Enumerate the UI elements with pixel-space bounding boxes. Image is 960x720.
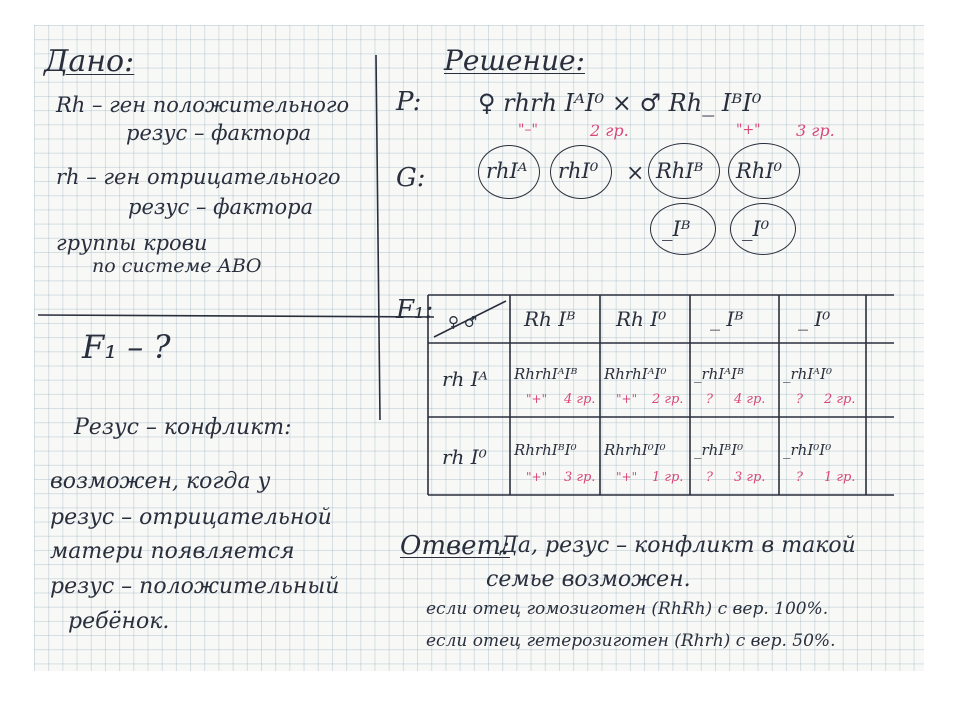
conflict-line-5: резус – положительный bbox=[50, 574, 340, 599]
gamete-father-1: RhIᴮ bbox=[656, 159, 704, 183]
gamete-father-2: RhI⁰ bbox=[736, 159, 783, 183]
punnett-cell-1-1-group: 4 гр. bbox=[564, 392, 596, 407]
punnett-cell-2-4-rh: ? bbox=[796, 470, 803, 485]
given-line-6: по системе АВО bbox=[92, 255, 262, 277]
punnett-cell-2-3-genotype: _rhIᴮI⁰ bbox=[694, 441, 744, 459]
punnett-cell-1-2-rh: "+" bbox=[616, 392, 638, 406]
punnett-cell-2-3-rh: ? bbox=[706, 470, 713, 485]
p-father-rh-note: "+" bbox=[736, 122, 761, 138]
punnett-cell-2-1-group: 3 гр. bbox=[564, 470, 596, 485]
answer-line-3: если отец гомозиготен (RhRh) с вер. 100%. bbox=[426, 599, 829, 619]
punnett-cell-2-1-genotype: RhrhIᴮI⁰ bbox=[514, 441, 577, 459]
punnett-cell-1-4-group: 2 гр. bbox=[824, 392, 856, 407]
gamete-father-4: _I⁰ bbox=[742, 217, 770, 241]
punnett-cell-2-4-genotype: _rhI⁰I⁰ bbox=[783, 441, 832, 459]
punnett-col-header-2: Rh I⁰ bbox=[616, 307, 667, 331]
p-mother-rh-note: "–" bbox=[518, 122, 538, 138]
answer-line-1: Да, резус – конфликт в такой bbox=[500, 533, 856, 558]
find-label: F₁ – ? bbox=[82, 328, 171, 366]
answer-line-2: семье возможен. bbox=[486, 567, 691, 592]
answer-label: Ответ: bbox=[400, 531, 510, 561]
punnett-cell-1-3-genotype: _rhIᴬIᴮ bbox=[694, 365, 744, 383]
given-line-5: группы крови bbox=[56, 231, 208, 255]
p-label: P: bbox=[396, 87, 422, 117]
given-line-4: резус – фактора bbox=[128, 195, 314, 219]
given-title: Дано: bbox=[44, 44, 135, 79]
given-line-2: резус – фактора bbox=[126, 121, 312, 145]
punnett-col-header-1: Rh Iᴮ bbox=[524, 307, 576, 331]
gamete-father-3: _Iᴮ bbox=[662, 217, 691, 241]
conflict-line-4: матери появляется bbox=[50, 539, 295, 564]
given-line-3: rh – ген отрицательного bbox=[56, 165, 341, 189]
conflict-line-6: ребёнок. bbox=[68, 609, 170, 634]
punnett-cell-1-4-genotype: _rhIᴬI⁰ bbox=[783, 365, 833, 383]
g-cross-sign: × bbox=[626, 161, 645, 186]
gamete-mother-2: rhI⁰ bbox=[558, 159, 599, 183]
punnett-cell-1-3-rh: ? bbox=[706, 392, 713, 407]
conflict-line-2: возможен, когда у bbox=[50, 469, 271, 494]
f1-label: F₁: bbox=[396, 295, 434, 325]
answer-line-4: если отец гетерозиготен (Rhrh) с вер. 50%. bbox=[426, 631, 836, 651]
punnett-col-header-4: _ I⁰ bbox=[798, 307, 831, 331]
notebook-sheet bbox=[34, 25, 924, 671]
punnett-cell-2-3-group: 3 гр. bbox=[734, 470, 766, 485]
punnett-cell-2-4-group: 1 гр. bbox=[824, 470, 856, 485]
punnett-row-header-1: rh Iᴬ bbox=[442, 367, 488, 391]
vertical-divider bbox=[376, 55, 380, 420]
punnett-row-header-2: rh I⁰ bbox=[442, 445, 487, 469]
punnett-corner: ♀ ♂ bbox=[448, 313, 478, 331]
conflict-line-1: Резус – конфликт: bbox=[74, 415, 292, 440]
punnett-cell-1-4-rh: ? bbox=[796, 392, 803, 407]
conflict-line-3: резус – отрицательной bbox=[50, 505, 332, 530]
horizontal-divider bbox=[38, 315, 434, 317]
punnett-cell-2-2-rh: "+" bbox=[616, 470, 638, 484]
punnett-cell-2-2-genotype: RhrhI⁰I⁰ bbox=[604, 441, 666, 459]
gamete-mother-1: rhIᴬ bbox=[486, 159, 528, 183]
punnett-cell-1-3-group: 4 гр. bbox=[734, 392, 766, 407]
given-line-1: Rh – ген положительного bbox=[56, 93, 350, 117]
punnett-cell-1-2-genotype: RhrhIᴬI⁰ bbox=[604, 365, 667, 383]
punnett-cell-1-1-rh: "+" bbox=[526, 392, 548, 406]
punnett-cell-1-1-genotype: RhrhIᴬIᴮ bbox=[514, 365, 578, 383]
solution-title: Решение: bbox=[444, 44, 585, 77]
p-mother-group-note: 2 гр. bbox=[590, 121, 629, 140]
punnett-cell-2-2-group: 1 гр. bbox=[652, 470, 684, 485]
punnett-cell-2-1-rh: "+" bbox=[526, 470, 548, 484]
g-label: G: bbox=[396, 163, 426, 193]
p-father-group-note: 3 гр. bbox=[796, 121, 835, 140]
punnett-cell-1-2-group: 2 гр. bbox=[652, 392, 684, 407]
punnett-col-header-3: _ Iᴮ bbox=[710, 307, 744, 331]
p-cross-line: ♀ rhrh IᴬI⁰ × ♂ Rh_ IᴮI⁰ bbox=[478, 89, 762, 117]
